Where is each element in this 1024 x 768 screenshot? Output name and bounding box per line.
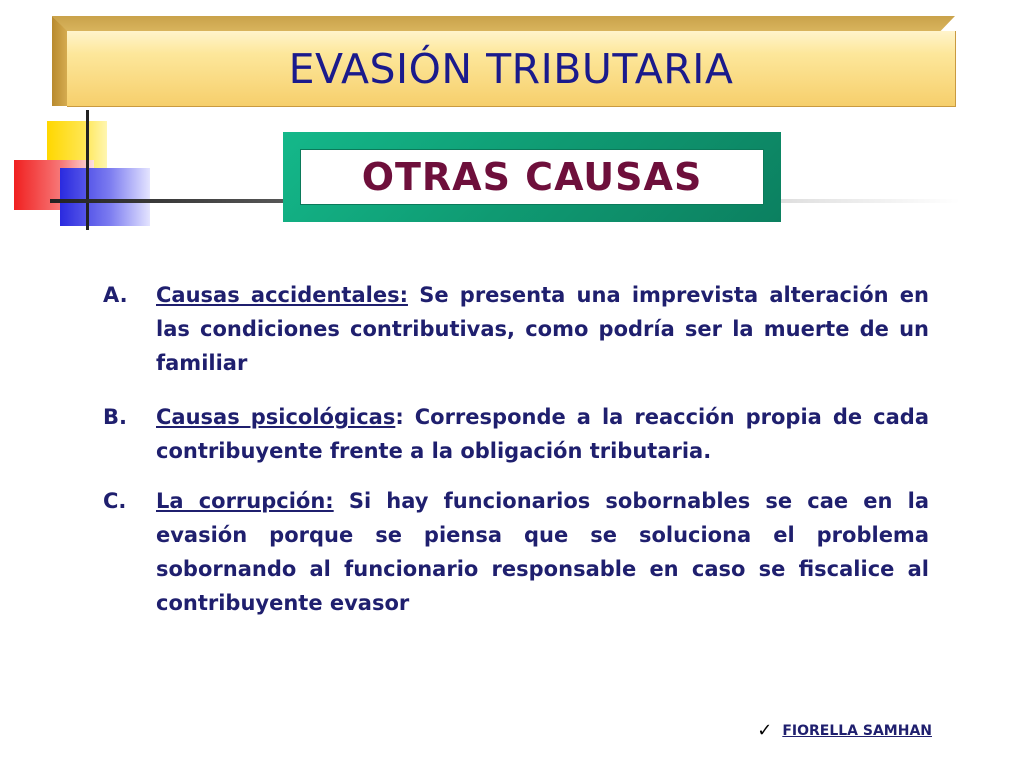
author-credit xyxy=(757,720,932,741)
cause-description: : Corresponde a la reacción propia de cada contribuyente frente a la obligación tributaria. xyxy=(156,405,929,463)
cause-title: La corrupción: xyxy=(156,489,334,513)
page-title: EVASIÓN TRIBUTARIA xyxy=(288,44,734,93)
subtitle-box xyxy=(283,132,781,222)
list-item-text xyxy=(156,400,929,468)
list-marker: B. xyxy=(103,405,127,429)
list-marker: A. xyxy=(103,283,128,307)
list-marker: C. xyxy=(103,489,127,513)
list-item-text xyxy=(156,484,929,620)
title-banner xyxy=(52,16,955,106)
checkmark-icon: ✓ xyxy=(757,720,773,741)
cause-description: Si hay funcionarios sobornables se cae en la evasión porque se piensa que se soluciona el problema sobornando al funcionario responsable en caso se fiscalice al contribuyente evasor xyxy=(156,489,929,615)
list-item xyxy=(103,484,929,620)
list-item-text xyxy=(156,278,929,380)
decorative-vertical-line xyxy=(86,110,89,230)
cause-title: Causas accidentales: xyxy=(156,283,408,307)
cause-description: Se presenta una imprevista alteración en las condiciones contributivas, como podría ser la muerte de un familiar xyxy=(156,283,929,375)
decorative-blue-square xyxy=(60,168,150,226)
title-banner-bevel-top xyxy=(52,16,955,32)
subtitle: OTRAS CAUSAS xyxy=(361,155,703,199)
causes-list xyxy=(103,278,929,640)
list-item xyxy=(103,278,929,380)
list-item xyxy=(103,400,929,468)
author-name: FIORELLA SAMHAN xyxy=(782,722,932,739)
cause-title: Causas psicológicas xyxy=(156,405,396,429)
